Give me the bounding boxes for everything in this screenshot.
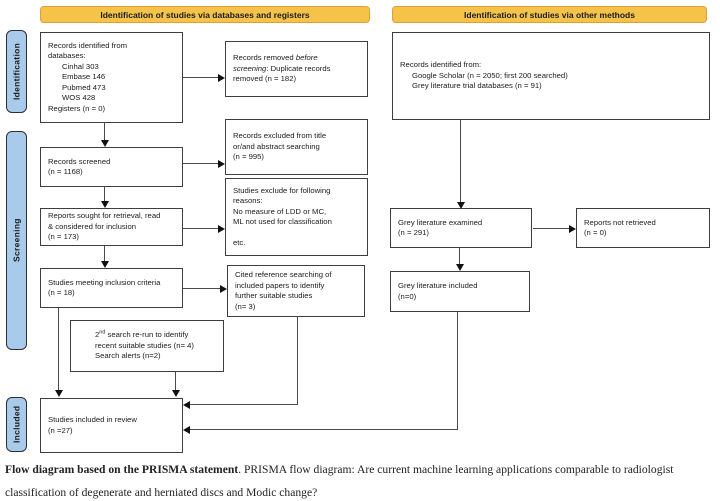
box-line: Records identified from: <box>400 60 482 70</box>
connector-grey-included-to-review <box>190 429 458 430</box>
box-line: (n = 995) <box>233 152 264 162</box>
box-line: ML not used for classification <box>233 217 332 226</box>
connector-second-search-to-included <box>175 372 176 391</box>
connector-screened-to-excluded <box>183 163 219 164</box>
box-line: included papers to identify <box>235 280 325 290</box>
arrowhead-second-search-to-included <box>172 390 180 397</box>
box-line: Reports sought for retrieval, read <box>48 211 161 221</box>
box-inclusion-criteria <box>40 268 183 308</box>
connector-cited-down <box>297 317 298 405</box>
box-line: Grey literature examined <box>398 217 483 227</box>
banner-databases-label: Identification of studies via databases and registers <box>100 9 310 20</box>
arrowhead-sought-to-criteria <box>101 261 109 268</box>
second-search-rest: search re-run to identify <box>105 330 189 340</box>
box-line <box>233 228 364 239</box>
box-records-identified-databases <box>40 32 183 123</box>
arrowhead-other-to-grey-examined <box>457 202 465 209</box>
box-line: Cinhal 303 <box>62 61 99 71</box>
box-line: Records excluded from title <box>233 131 327 141</box>
box-records-screened <box>40 147 183 187</box>
connector-sought-to-criteria <box>104 246 105 262</box>
arrowhead-db-to-screened <box>101 140 109 147</box>
connector-sought-to-studies-excluded <box>183 228 219 229</box>
stage-screening-text: Screening <box>11 218 22 263</box>
records-removed-italic-before: before <box>295 53 318 63</box>
box-line <box>233 64 364 75</box>
records-removed-text: Records removed <box>233 53 296 63</box>
second-search-base: 2 <box>95 330 100 340</box>
box-line: Records screened <box>48 156 111 166</box>
box-line: removed (n = 182) <box>233 74 297 84</box>
arrowhead-cited-to-included <box>183 401 190 409</box>
connector-criteria-to-cited <box>183 288 221 289</box>
connector-grey-examined-to-grey-included <box>459 248 460 265</box>
box-line: (n = 1168) <box>48 167 83 176</box>
banner-other-methods <box>392 6 707 23</box>
banner-other-methods-label: Identification of studies via other methods <box>464 9 635 20</box>
box-line: Cited reference searching of <box>235 270 332 279</box>
box-line: further suitable studies <box>235 291 313 300</box>
box-line: Studies included in review <box>48 415 137 424</box>
box-line: Records identified from <box>48 40 128 50</box>
figure-caption <box>5 459 717 501</box>
arrowhead-grey-examined-to-not-retrieved <box>569 225 576 233</box>
box-line: reasons: <box>233 196 263 205</box>
box-line: databases: <box>48 51 86 61</box>
box-line: recent suitable studies (n= 4) <box>95 340 194 350</box>
box-line: (n = 291) <box>398 228 429 237</box>
box-line: Studies meeting inclusion criteria <box>48 277 161 287</box>
box-included-review <box>40 398 183 453</box>
box-line: (n = 173) <box>48 232 79 242</box>
connector-cited-to-included <box>190 404 298 405</box>
stage-label-included <box>6 397 27 452</box>
box-line: Grey literature trial databases (n = 91) <box>412 81 542 91</box>
box-line <box>95 330 220 341</box>
records-removed-text2: : Duplicate records <box>266 63 331 73</box>
arrowhead-grey-examined-to-grey-included <box>456 264 464 271</box>
records-removed-italic-screening: screening <box>233 63 267 73</box>
arrowhead-db-to-removed <box>218 74 225 82</box>
arrowhead-grey-included-to-review <box>183 426 190 434</box>
connector-criteria-to-included <box>58 308 59 391</box>
arrowhead-criteria-to-included <box>55 390 63 397</box>
box-line: Reports not retrieved <box>584 217 656 227</box>
box-studies-excluded <box>225 178 368 256</box>
box-line: (n =27) <box>48 425 73 435</box>
box-line: Search alerts (n=2) <box>95 351 161 361</box>
stage-label-identification <box>6 30 27 113</box>
box-line: No measure of LDD or MC, <box>233 206 327 216</box>
box-reports-not-retrieved <box>576 208 710 248</box>
caption-bold-text: Flow diagram based on the PRISMA statement <box>5 463 239 476</box>
stage-included-text: Included <box>11 405 22 444</box>
box-records-identified-other <box>392 32 710 120</box>
box-second-search <box>70 320 224 372</box>
box-reports-sought <box>40 208 183 246</box>
box-line: (n=0) <box>398 291 417 301</box>
box-grey-included <box>390 271 530 312</box>
connector-other-to-grey-examined <box>460 120 461 203</box>
box-cited-reference <box>227 265 365 317</box>
box-line: Google Scholar (n = 2050; first 200 searched) <box>412 70 568 80</box>
connector-db-to-screened <box>104 123 105 141</box>
second-search-sup: nd <box>99 329 106 336</box>
connector-db-to-removed <box>183 77 219 78</box>
caption-rest-text: . PRISMA flow diagram: Are current machine learning applications comparable to radiologist classification of degenerate and herniated discs and Modic change? <box>5 463 674 499</box>
box-line <box>233 53 364 64</box>
box-line: (n = 18) <box>48 288 75 297</box>
connector-grey-examined-to-not-retrieved <box>533 228 570 229</box>
box-line: etc. <box>233 238 246 247</box>
arrowhead-screened-to-excluded <box>218 160 225 168</box>
banner-databases-registers <box>40 6 370 23</box>
box-records-removed <box>225 41 368 97</box>
box-line: Studies exclude for following <box>233 185 331 195</box>
arrowhead-sought-to-studies-excluded <box>218 225 225 233</box>
stage-identification-text: Identification <box>11 42 22 101</box>
box-line: WOS 428 <box>62 93 96 103</box>
box-line: Registers (n = 0) <box>48 103 106 113</box>
box-records-excluded <box>225 119 368 175</box>
box-line: (n = 0) <box>584 228 607 237</box>
stage-label-screening <box>6 131 27 350</box>
box-line: Embase 146 <box>62 72 106 82</box>
arrowhead-screened-to-sought <box>101 201 109 208</box>
box-line: Pubmed 473 <box>62 82 106 92</box>
arrowhead-criteria-to-cited <box>220 285 227 293</box>
box-line: Grey literature included <box>398 281 478 290</box>
box-grey-examined <box>390 208 532 248</box>
box-line: or/and abstract searching <box>233 141 320 151</box>
box-line: & considered for inclusion <box>48 221 137 231</box>
connector-grey-included-down <box>457 312 458 430</box>
box-line: (n= 3) <box>235 301 256 311</box>
connector-screened-to-sought <box>104 187 105 202</box>
